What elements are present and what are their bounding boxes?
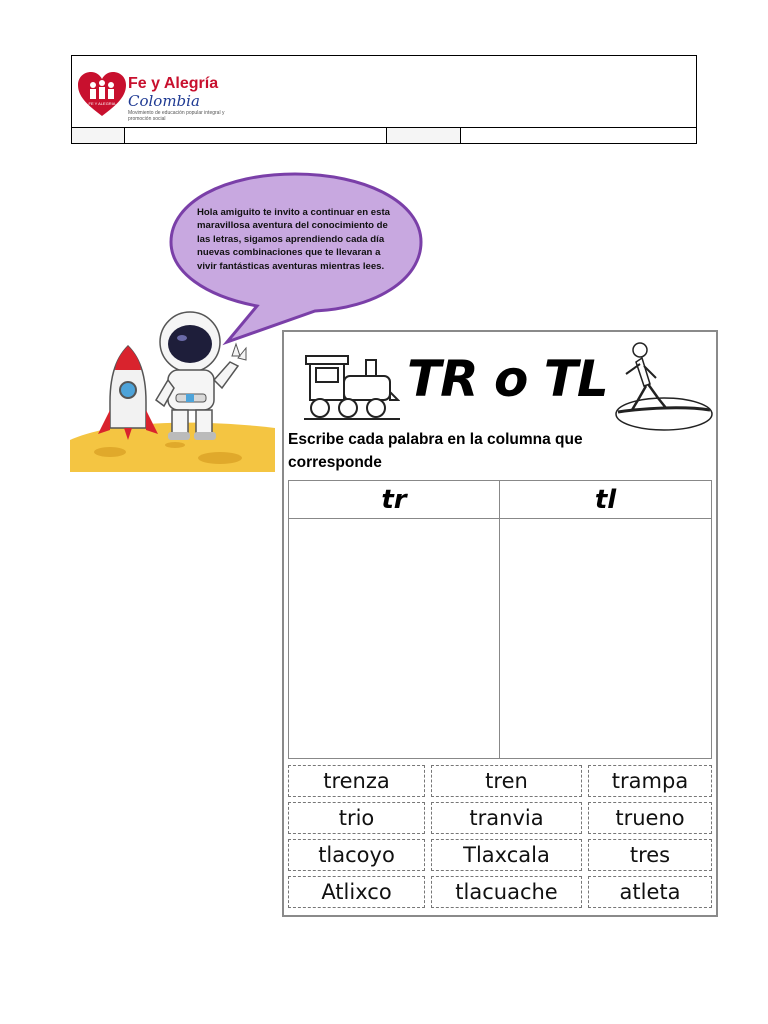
header-value-cell-2[interactable] [461, 128, 696, 143]
astronaut-icon [156, 312, 246, 440]
header-label-cell-1 [72, 128, 125, 143]
logo-tagline: Movimiento de educación popular integral y promoción social [128, 110, 225, 122]
word-card[interactable]: Atlixco [288, 876, 425, 908]
word-cards [288, 765, 712, 908]
speech-bubble-text: Hola amiguito te invito a continuar en esta maravillosa aventura del conocimiento de las letras, sigamos aprendiendo cada día nuevas combinaciones que te llevaran a vivir fantásticas aventuras mientras lees. [197, 207, 390, 272]
header-label-cell-2 [387, 128, 461, 143]
heart-logo-icon [76, 70, 128, 120]
logo-badge-text: FE Y ALEGRIA [88, 101, 116, 106]
word-card[interactable]: tlacoyo [288, 839, 425, 871]
word-card[interactable]: tres [588, 839, 712, 871]
sorting-table [288, 480, 712, 759]
astronaut-rocket-illustration [70, 310, 275, 472]
fe-y-alegria-logo [76, 70, 226, 126]
worksheet-instruction: Escribe cada palabra en la columna que corresponde [288, 431, 583, 471]
word-card[interactable]: Tlaxcala [431, 839, 582, 871]
athlete-runner-icon [604, 338, 714, 432]
logo-country: Colombia [128, 92, 200, 110]
word-card[interactable]: atleta [588, 876, 712, 908]
document-header [71, 55, 697, 144]
word-card[interactable]: trio [288, 802, 425, 834]
worksheet-title: TR o TL [407, 350, 608, 408]
column-tl[interactable] [500, 481, 711, 758]
rocket-icon [98, 346, 158, 440]
header-value-cell-1[interactable] [125, 128, 387, 143]
header-fields-row [72, 127, 696, 143]
worksheet-tr-tl [282, 330, 718, 917]
column-header-tr: tr [289, 481, 499, 519]
word-card[interactable]: trampa [588, 765, 712, 797]
word-card[interactable]: tranvia [431, 802, 582, 834]
word-card[interactable]: trueno [588, 802, 712, 834]
column-header-tl: tl [500, 481, 711, 519]
train-icon [304, 342, 400, 424]
logo-name: Fe y Alegría [128, 75, 219, 92]
column-tr[interactable] [289, 481, 500, 758]
word-card[interactable]: tren [431, 765, 582, 797]
word-card[interactable]: trenza [288, 765, 425, 797]
word-card[interactable]: tlacuache [431, 876, 582, 908]
